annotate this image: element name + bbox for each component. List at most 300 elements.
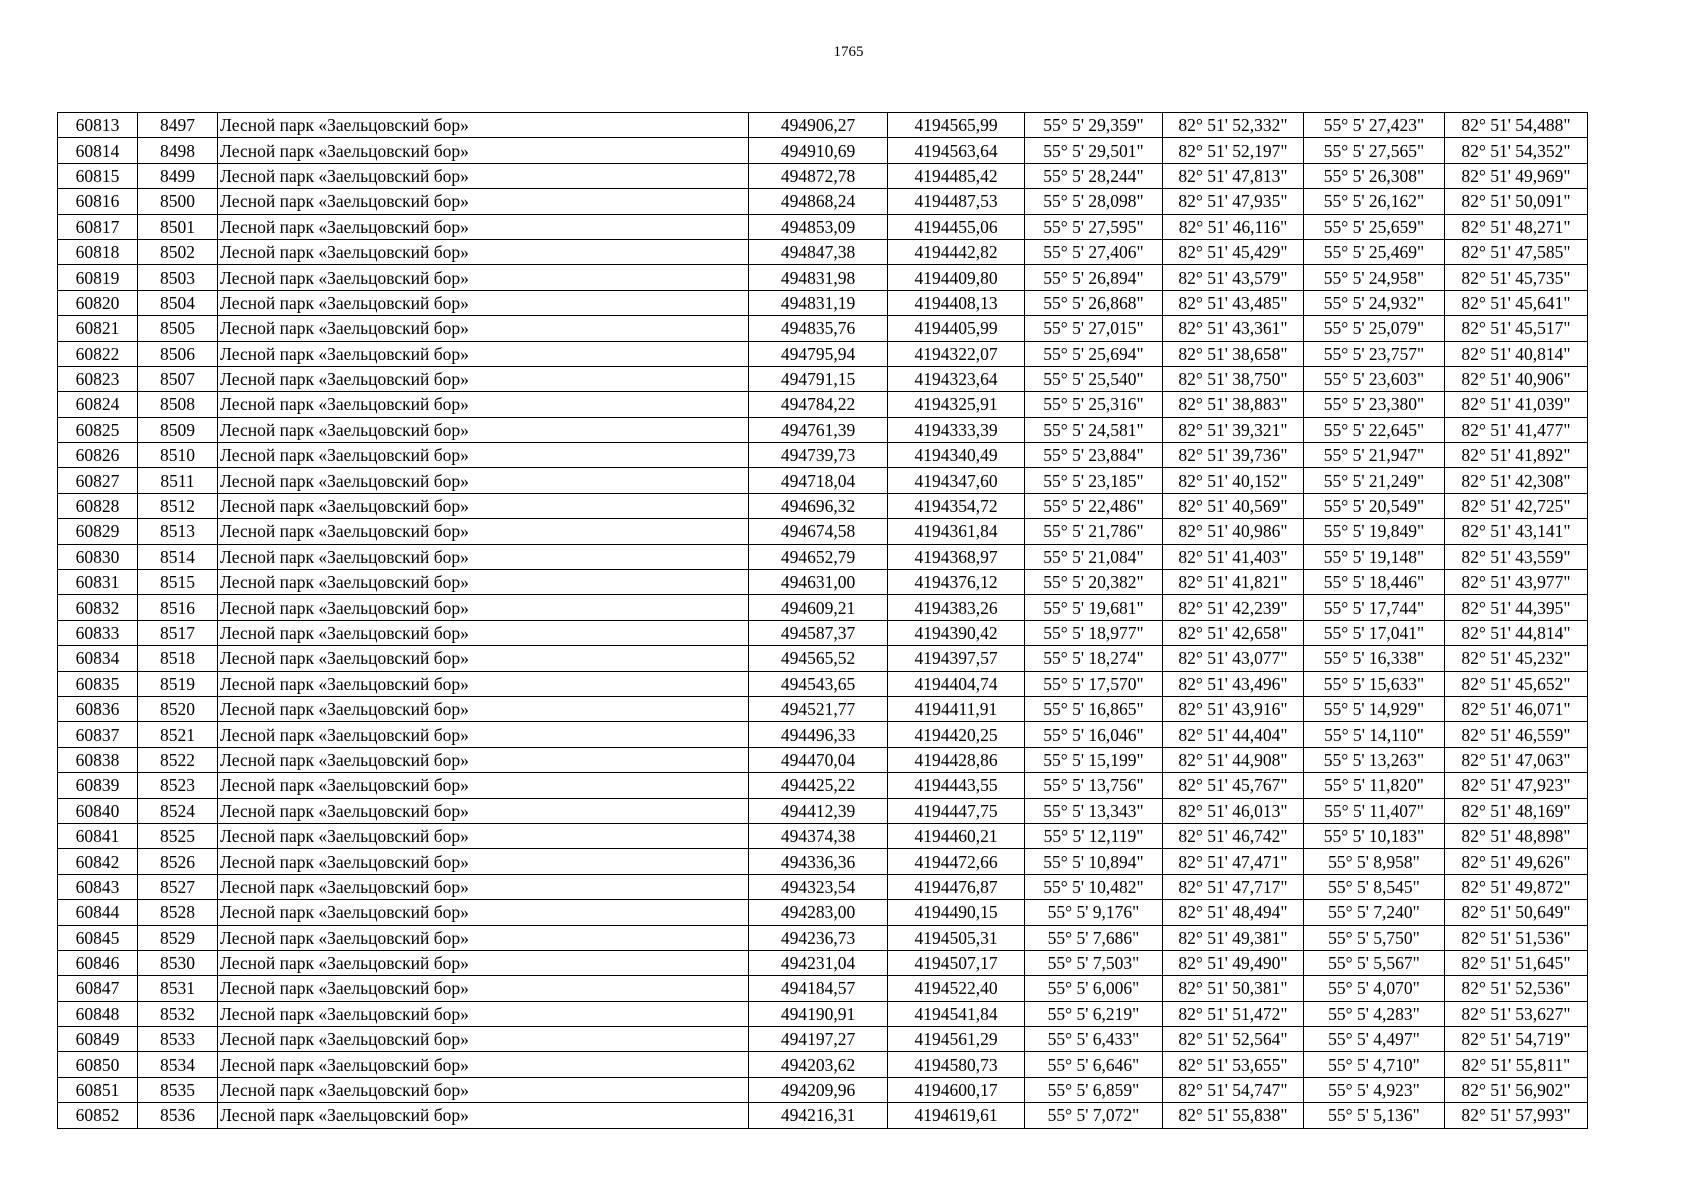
longitude-cell: 82° 51' 46,742" bbox=[1163, 823, 1304, 848]
row-number-cell: 60827 bbox=[58, 468, 138, 493]
object-name-cell: Лесной парк «Заельцовский бор» bbox=[218, 163, 749, 188]
latitude-alt-cell: 55° 5' 8,545" bbox=[1304, 874, 1445, 899]
x-coordinate-cell: 494718,04 bbox=[749, 468, 888, 493]
latitude-cell: 55° 5' 26,868" bbox=[1025, 290, 1163, 315]
latitude-alt-cell: 55° 5' 14,110" bbox=[1304, 722, 1445, 747]
point-number-cell: 8518 bbox=[138, 646, 218, 671]
object-name-cell: Лесной парк «Заельцовский бор» bbox=[218, 113, 749, 138]
y-coordinate-cell: 4194368,97 bbox=[888, 544, 1025, 569]
point-number-cell: 8500 bbox=[138, 189, 218, 214]
y-coordinate-cell: 4194619,61 bbox=[888, 1103, 1025, 1128]
latitude-cell: 55° 5' 25,694" bbox=[1025, 341, 1163, 366]
y-coordinate-cell: 4194447,75 bbox=[888, 798, 1025, 823]
latitude-alt-cell: 55° 5' 11,820" bbox=[1304, 773, 1445, 798]
latitude-cell: 55° 5' 18,274" bbox=[1025, 646, 1163, 671]
longitude-cell: 82° 51' 52,332" bbox=[1163, 113, 1304, 138]
longitude-alt-cell: 82° 51' 54,488" bbox=[1445, 113, 1588, 138]
table-row bbox=[58, 316, 1588, 341]
longitude-alt-cell: 82° 51' 47,585" bbox=[1445, 239, 1588, 264]
table-row bbox=[58, 544, 1588, 569]
longitude-alt-cell: 82° 51' 55,811" bbox=[1445, 1052, 1588, 1077]
latitude-alt-cell: 55° 5' 7,240" bbox=[1304, 900, 1445, 925]
table-row bbox=[58, 976, 1588, 1001]
longitude-cell: 82° 51' 47,813" bbox=[1163, 163, 1304, 188]
y-coordinate-cell: 4194361,84 bbox=[888, 519, 1025, 544]
latitude-alt-cell: 55° 5' 4,283" bbox=[1304, 1001, 1445, 1026]
latitude-cell: 55° 5' 20,382" bbox=[1025, 570, 1163, 595]
point-number-cell: 8527 bbox=[138, 874, 218, 899]
latitude-alt-cell: 55° 5' 25,469" bbox=[1304, 239, 1445, 264]
x-coordinate-cell: 494521,77 bbox=[749, 696, 888, 721]
y-coordinate-cell: 4194325,91 bbox=[888, 392, 1025, 417]
longitude-alt-cell: 82° 51' 48,898" bbox=[1445, 823, 1588, 848]
row-number-cell: 60821 bbox=[58, 316, 138, 341]
row-number-cell: 60841 bbox=[58, 823, 138, 848]
longitude-cell: 82° 51' 43,361" bbox=[1163, 316, 1304, 341]
y-coordinate-cell: 4194405,99 bbox=[888, 316, 1025, 341]
x-coordinate-cell: 494209,96 bbox=[749, 1077, 888, 1102]
point-number-cell: 8504 bbox=[138, 290, 218, 315]
x-coordinate-cell: 494412,39 bbox=[749, 798, 888, 823]
row-number-cell: 60835 bbox=[58, 671, 138, 696]
latitude-alt-cell: 55° 5' 24,958" bbox=[1304, 265, 1445, 290]
x-coordinate-cell: 494831,19 bbox=[749, 290, 888, 315]
latitude-cell: 55° 5' 12,119" bbox=[1025, 823, 1163, 848]
longitude-cell: 82° 51' 42,658" bbox=[1163, 620, 1304, 645]
point-number-cell: 8497 bbox=[138, 113, 218, 138]
latitude-alt-cell: 55° 5' 13,263" bbox=[1304, 747, 1445, 772]
point-number-cell: 8516 bbox=[138, 595, 218, 620]
row-number-cell: 60825 bbox=[58, 417, 138, 442]
y-coordinate-cell: 4194541,84 bbox=[888, 1001, 1025, 1026]
row-number-cell: 60848 bbox=[58, 1001, 138, 1026]
y-coordinate-cell: 4194340,49 bbox=[888, 443, 1025, 468]
table-row bbox=[58, 468, 1588, 493]
longitude-cell: 82° 51' 43,496" bbox=[1163, 671, 1304, 696]
longitude-alt-cell: 82° 51' 57,993" bbox=[1445, 1103, 1588, 1128]
x-coordinate-cell: 494784,22 bbox=[749, 392, 888, 417]
latitude-alt-cell: 55° 5' 27,565" bbox=[1304, 138, 1445, 163]
latitude-alt-cell: 55° 5' 4,070" bbox=[1304, 976, 1445, 1001]
latitude-cell: 55° 5' 29,501" bbox=[1025, 138, 1163, 163]
point-number-cell: 8526 bbox=[138, 849, 218, 874]
table-row bbox=[58, 1027, 1588, 1052]
table-row bbox=[58, 113, 1588, 138]
row-number-cell: 60851 bbox=[58, 1077, 138, 1102]
row-number-cell: 60823 bbox=[58, 366, 138, 391]
x-coordinate-cell: 494761,39 bbox=[749, 417, 888, 442]
point-number-cell: 8525 bbox=[138, 823, 218, 848]
latitude-alt-cell: 55° 5' 5,136" bbox=[1304, 1103, 1445, 1128]
x-coordinate-cell: 494587,37 bbox=[749, 620, 888, 645]
longitude-cell: 82° 51' 46,116" bbox=[1163, 214, 1304, 239]
longitude-cell: 82° 51' 45,429" bbox=[1163, 239, 1304, 264]
point-number-cell: 8515 bbox=[138, 570, 218, 595]
point-number-cell: 8502 bbox=[138, 239, 218, 264]
object-name-cell: Лесной парк «Заельцовский бор» bbox=[218, 316, 749, 341]
y-coordinate-cell: 4194455,06 bbox=[888, 214, 1025, 239]
row-number-cell: 60845 bbox=[58, 925, 138, 950]
latitude-cell: 55° 5' 10,482" bbox=[1025, 874, 1163, 899]
longitude-cell: 82° 51' 38,883" bbox=[1163, 392, 1304, 417]
object-name-cell: Лесной парк «Заельцовский бор» bbox=[218, 722, 749, 747]
latitude-alt-cell: 55° 5' 23,380" bbox=[1304, 392, 1445, 417]
longitude-alt-cell: 82° 51' 47,063" bbox=[1445, 747, 1588, 772]
x-coordinate-cell: 494323,54 bbox=[749, 874, 888, 899]
object-name-cell: Лесной парк «Заельцовский бор» bbox=[218, 519, 749, 544]
latitude-alt-cell: 55° 5' 10,183" bbox=[1304, 823, 1445, 848]
longitude-alt-cell: 82° 51' 54,352" bbox=[1445, 138, 1588, 163]
longitude-cell: 82° 51' 52,197" bbox=[1163, 138, 1304, 163]
row-number-cell: 60817 bbox=[58, 214, 138, 239]
table-row bbox=[58, 595, 1588, 620]
y-coordinate-cell: 4194383,26 bbox=[888, 595, 1025, 620]
longitude-alt-cell: 82° 51' 50,091" bbox=[1445, 189, 1588, 214]
object-name-cell: Лесной парк «Заельцовский бор» bbox=[218, 823, 749, 848]
longitude-cell: 82° 51' 47,717" bbox=[1163, 874, 1304, 899]
latitude-cell: 55° 5' 23,884" bbox=[1025, 443, 1163, 468]
latitude-alt-cell: 55° 5' 18,446" bbox=[1304, 570, 1445, 595]
x-coordinate-cell: 494184,57 bbox=[749, 976, 888, 1001]
object-name-cell: Лесной парк «Заельцовский бор» bbox=[218, 239, 749, 264]
latitude-alt-cell: 55° 5' 25,079" bbox=[1304, 316, 1445, 341]
x-coordinate-cell: 494374,38 bbox=[749, 823, 888, 848]
latitude-cell: 55° 5' 6,433" bbox=[1025, 1027, 1163, 1052]
table-row bbox=[58, 493, 1588, 518]
row-number-cell: 60847 bbox=[58, 976, 138, 1001]
row-number-cell: 60840 bbox=[58, 798, 138, 823]
latitude-cell: 55° 5' 18,977" bbox=[1025, 620, 1163, 645]
table-row bbox=[58, 798, 1588, 823]
y-coordinate-cell: 4194376,12 bbox=[888, 570, 1025, 595]
latitude-alt-cell: 55° 5' 5,567" bbox=[1304, 950, 1445, 975]
row-number-cell: 60842 bbox=[58, 849, 138, 874]
table-row bbox=[58, 696, 1588, 721]
longitude-cell: 82° 51' 43,916" bbox=[1163, 696, 1304, 721]
latitude-alt-cell: 55° 5' 20,549" bbox=[1304, 493, 1445, 518]
row-number-cell: 60850 bbox=[58, 1052, 138, 1077]
longitude-cell: 82° 51' 45,767" bbox=[1163, 773, 1304, 798]
longitude-alt-cell: 82° 51' 49,626" bbox=[1445, 849, 1588, 874]
y-coordinate-cell: 4194420,25 bbox=[888, 722, 1025, 747]
latitude-alt-cell: 55° 5' 15,633" bbox=[1304, 671, 1445, 696]
longitude-alt-cell: 82° 51' 45,641" bbox=[1445, 290, 1588, 315]
row-number-cell: 60819 bbox=[58, 265, 138, 290]
longitude-alt-cell: 82° 51' 48,169" bbox=[1445, 798, 1588, 823]
latitude-cell: 55° 5' 25,316" bbox=[1025, 392, 1163, 417]
latitude-cell: 55° 5' 21,084" bbox=[1025, 544, 1163, 569]
x-coordinate-cell: 494835,76 bbox=[749, 316, 888, 341]
latitude-cell: 55° 5' 24,581" bbox=[1025, 417, 1163, 442]
latitude-alt-cell: 55° 5' 14,929" bbox=[1304, 696, 1445, 721]
latitude-cell: 55° 5' 27,406" bbox=[1025, 239, 1163, 264]
object-name-cell: Лесной парк «Заельцовский бор» bbox=[218, 544, 749, 569]
row-number-cell: 60830 bbox=[58, 544, 138, 569]
object-name-cell: Лесной парк «Заельцовский бор» bbox=[218, 646, 749, 671]
table-row bbox=[58, 392, 1588, 417]
latitude-cell: 55° 5' 29,359" bbox=[1025, 113, 1163, 138]
longitude-cell: 82° 51' 49,490" bbox=[1163, 950, 1304, 975]
longitude-alt-cell: 82° 51' 45,517" bbox=[1445, 316, 1588, 341]
y-coordinate-cell: 4194323,64 bbox=[888, 366, 1025, 391]
longitude-cell: 82° 51' 54,747" bbox=[1163, 1077, 1304, 1102]
table-row bbox=[58, 849, 1588, 874]
latitude-alt-cell: 55° 5' 11,407" bbox=[1304, 798, 1445, 823]
latitude-alt-cell: 55° 5' 24,932" bbox=[1304, 290, 1445, 315]
longitude-cell: 82° 51' 51,472" bbox=[1163, 1001, 1304, 1026]
longitude-cell: 82° 51' 48,494" bbox=[1163, 900, 1304, 925]
latitude-cell: 55° 5' 16,865" bbox=[1025, 696, 1163, 721]
point-number-cell: 8503 bbox=[138, 265, 218, 290]
y-coordinate-cell: 4194333,39 bbox=[888, 417, 1025, 442]
table-row bbox=[58, 722, 1588, 747]
x-coordinate-cell: 494425,22 bbox=[749, 773, 888, 798]
latitude-cell: 55° 5' 7,503" bbox=[1025, 950, 1163, 975]
longitude-cell: 82° 51' 52,564" bbox=[1163, 1027, 1304, 1052]
longitude-cell: 82° 51' 41,403" bbox=[1163, 544, 1304, 569]
longitude-alt-cell: 82° 51' 51,536" bbox=[1445, 925, 1588, 950]
object-name-cell: Лесной парк «Заельцовский бор» bbox=[218, 696, 749, 721]
point-number-cell: 8509 bbox=[138, 417, 218, 442]
longitude-cell: 82° 51' 41,821" bbox=[1163, 570, 1304, 595]
point-number-cell: 8507 bbox=[138, 366, 218, 391]
x-coordinate-cell: 494283,00 bbox=[749, 900, 888, 925]
y-coordinate-cell: 4194563,64 bbox=[888, 138, 1025, 163]
object-name-cell: Лесной парк «Заельцовский бор» bbox=[218, 849, 749, 874]
table-row bbox=[58, 239, 1588, 264]
object-name-cell: Лесной парк «Заельцовский бор» bbox=[218, 1027, 749, 1052]
longitude-alt-cell: 82° 51' 48,271" bbox=[1445, 214, 1588, 239]
table-row bbox=[58, 189, 1588, 214]
longitude-alt-cell: 82° 51' 51,645" bbox=[1445, 950, 1588, 975]
longitude-alt-cell: 82° 51' 50,649" bbox=[1445, 900, 1588, 925]
object-name-cell: Лесной парк «Заельцовский бор» bbox=[218, 747, 749, 772]
x-coordinate-cell: 494216,31 bbox=[749, 1103, 888, 1128]
point-number-cell: 8510 bbox=[138, 443, 218, 468]
table-row bbox=[58, 570, 1588, 595]
longitude-cell: 82° 51' 55,838" bbox=[1163, 1103, 1304, 1128]
row-number-cell: 60834 bbox=[58, 646, 138, 671]
latitude-cell: 55° 5' 10,894" bbox=[1025, 849, 1163, 874]
latitude-cell: 55° 5' 22,486" bbox=[1025, 493, 1163, 518]
longitude-alt-cell: 82° 51' 41,892" bbox=[1445, 443, 1588, 468]
latitude-alt-cell: 55° 5' 4,710" bbox=[1304, 1052, 1445, 1077]
object-name-cell: Лесной парк «Заельцовский бор» bbox=[218, 214, 749, 239]
longitude-alt-cell: 82° 51' 52,536" bbox=[1445, 976, 1588, 1001]
y-coordinate-cell: 4194490,15 bbox=[888, 900, 1025, 925]
longitude-alt-cell: 82° 51' 42,725" bbox=[1445, 493, 1588, 518]
longitude-alt-cell: 82° 51' 43,559" bbox=[1445, 544, 1588, 569]
table-body bbox=[58, 113, 1588, 1129]
y-coordinate-cell: 4194476,87 bbox=[888, 874, 1025, 899]
point-number-cell: 8535 bbox=[138, 1077, 218, 1102]
longitude-cell: 82° 51' 49,381" bbox=[1163, 925, 1304, 950]
table-row bbox=[58, 417, 1588, 442]
latitude-alt-cell: 55° 5' 19,849" bbox=[1304, 519, 1445, 544]
object-name-cell: Лесной парк «Заельцовский бор» bbox=[218, 468, 749, 493]
longitude-alt-cell: 82° 51' 45,232" bbox=[1445, 646, 1588, 671]
row-number-cell: 60824 bbox=[58, 392, 138, 417]
longitude-alt-cell: 82° 51' 41,477" bbox=[1445, 417, 1588, 442]
longitude-cell: 82° 51' 38,750" bbox=[1163, 366, 1304, 391]
x-coordinate-cell: 494831,98 bbox=[749, 265, 888, 290]
point-number-cell: 8534 bbox=[138, 1052, 218, 1077]
longitude-cell: 82° 51' 42,239" bbox=[1163, 595, 1304, 620]
latitude-cell: 55° 5' 13,343" bbox=[1025, 798, 1163, 823]
point-number-cell: 8533 bbox=[138, 1027, 218, 1052]
table-row bbox=[58, 874, 1588, 899]
longitude-alt-cell: 82° 51' 44,395" bbox=[1445, 595, 1588, 620]
x-coordinate-cell: 494906,27 bbox=[749, 113, 888, 138]
row-number-cell: 60838 bbox=[58, 747, 138, 772]
latitude-cell: 55° 5' 28,098" bbox=[1025, 189, 1163, 214]
row-number-cell: 60836 bbox=[58, 696, 138, 721]
object-name-cell: Лесной парк «Заельцовский бор» bbox=[218, 671, 749, 696]
table-row bbox=[58, 341, 1588, 366]
point-number-cell: 8519 bbox=[138, 671, 218, 696]
latitude-cell: 55° 5' 7,686" bbox=[1025, 925, 1163, 950]
latitude-cell: 55° 5' 23,185" bbox=[1025, 468, 1163, 493]
y-coordinate-cell: 4194580,73 bbox=[888, 1052, 1025, 1077]
longitude-alt-cell: 82° 51' 49,872" bbox=[1445, 874, 1588, 899]
row-number-cell: 60820 bbox=[58, 290, 138, 315]
table-row bbox=[58, 214, 1588, 239]
x-coordinate-cell: 494231,04 bbox=[749, 950, 888, 975]
latitude-cell: 55° 5' 28,244" bbox=[1025, 163, 1163, 188]
latitude-alt-cell: 55° 5' 19,148" bbox=[1304, 544, 1445, 569]
x-coordinate-cell: 494236,73 bbox=[749, 925, 888, 950]
table-row bbox=[58, 443, 1588, 468]
longitude-alt-cell: 82° 51' 49,969" bbox=[1445, 163, 1588, 188]
y-coordinate-cell: 4194428,86 bbox=[888, 747, 1025, 772]
object-name-cell: Лесной парк «Заельцовский бор» bbox=[218, 493, 749, 518]
object-name-cell: Лесной парк «Заельцовский бор» bbox=[218, 417, 749, 442]
x-coordinate-cell: 494696,32 bbox=[749, 493, 888, 518]
longitude-alt-cell: 82° 51' 54,719" bbox=[1445, 1027, 1588, 1052]
y-coordinate-cell: 4194485,42 bbox=[888, 163, 1025, 188]
x-coordinate-cell: 494739,73 bbox=[749, 443, 888, 468]
longitude-alt-cell: 82° 51' 47,923" bbox=[1445, 773, 1588, 798]
latitude-cell: 55° 5' 26,894" bbox=[1025, 265, 1163, 290]
longitude-alt-cell: 82° 51' 40,814" bbox=[1445, 341, 1588, 366]
object-name-cell: Лесной парк «Заельцовский бор» bbox=[218, 1103, 749, 1128]
latitude-cell: 55° 5' 9,176" bbox=[1025, 900, 1163, 925]
table-row bbox=[58, 671, 1588, 696]
latitude-cell: 55° 5' 6,646" bbox=[1025, 1052, 1163, 1077]
point-number-cell: 8501 bbox=[138, 214, 218, 239]
latitude-cell: 55° 5' 7,072" bbox=[1025, 1103, 1163, 1128]
table-row bbox=[58, 265, 1588, 290]
object-name-cell: Лесной парк «Заельцовский бор» bbox=[218, 950, 749, 975]
y-coordinate-cell: 4194561,29 bbox=[888, 1027, 1025, 1052]
object-name-cell: Лесной парк «Заельцовский бор» bbox=[218, 874, 749, 899]
y-coordinate-cell: 4194487,53 bbox=[888, 189, 1025, 214]
x-coordinate-cell: 494336,36 bbox=[749, 849, 888, 874]
row-number-cell: 60815 bbox=[58, 163, 138, 188]
longitude-alt-cell: 82° 51' 56,902" bbox=[1445, 1077, 1588, 1102]
row-number-cell: 60814 bbox=[58, 138, 138, 163]
latitude-alt-cell: 55° 5' 8,958" bbox=[1304, 849, 1445, 874]
y-coordinate-cell: 4194442,82 bbox=[888, 239, 1025, 264]
point-number-cell: 8531 bbox=[138, 976, 218, 1001]
latitude-alt-cell: 55° 5' 23,757" bbox=[1304, 341, 1445, 366]
table-row bbox=[58, 519, 1588, 544]
longitude-cell: 82° 51' 47,935" bbox=[1163, 189, 1304, 214]
table-row bbox=[58, 1001, 1588, 1026]
row-number-cell: 60843 bbox=[58, 874, 138, 899]
y-coordinate-cell: 4194354,72 bbox=[888, 493, 1025, 518]
table-row bbox=[58, 620, 1588, 645]
object-name-cell: Лесной парк «Заельцовский бор» bbox=[218, 341, 749, 366]
longitude-cell: 82° 51' 43,077" bbox=[1163, 646, 1304, 671]
x-coordinate-cell: 494631,00 bbox=[749, 570, 888, 595]
x-coordinate-cell: 494197,27 bbox=[749, 1027, 888, 1052]
object-name-cell: Лесной парк «Заельцовский бор» bbox=[218, 366, 749, 391]
table-row bbox=[58, 1103, 1588, 1128]
point-number-cell: 8514 bbox=[138, 544, 218, 569]
table-row bbox=[58, 138, 1588, 163]
longitude-alt-cell: 82° 51' 42,308" bbox=[1445, 468, 1588, 493]
longitude-cell: 82° 51' 44,908" bbox=[1163, 747, 1304, 772]
point-number-cell: 8499 bbox=[138, 163, 218, 188]
latitude-cell: 55° 5' 27,595" bbox=[1025, 214, 1163, 239]
y-coordinate-cell: 4194507,17 bbox=[888, 950, 1025, 975]
x-coordinate-cell: 494853,09 bbox=[749, 214, 888, 239]
row-number-cell: 60829 bbox=[58, 519, 138, 544]
latitude-cell: 55° 5' 6,006" bbox=[1025, 976, 1163, 1001]
row-number-cell: 60831 bbox=[58, 570, 138, 595]
table-row bbox=[58, 1077, 1588, 1102]
point-number-cell: 8521 bbox=[138, 722, 218, 747]
latitude-alt-cell: 55° 5' 5,750" bbox=[1304, 925, 1445, 950]
latitude-cell: 55° 5' 16,046" bbox=[1025, 722, 1163, 747]
latitude-cell: 55° 5' 19,681" bbox=[1025, 595, 1163, 620]
latitude-cell: 55° 5' 15,199" bbox=[1025, 747, 1163, 772]
y-coordinate-cell: 4194505,31 bbox=[888, 925, 1025, 950]
object-name-cell: Лесной парк «Заельцовский бор» bbox=[218, 189, 749, 214]
table-row bbox=[58, 1052, 1588, 1077]
x-coordinate-cell: 494872,78 bbox=[749, 163, 888, 188]
object-name-cell: Лесной парк «Заельцовский бор» bbox=[218, 1052, 749, 1077]
latitude-alt-cell: 55° 5' 27,423" bbox=[1304, 113, 1445, 138]
object-name-cell: Лесной парк «Заельцовский бор» bbox=[218, 900, 749, 925]
x-coordinate-cell: 494910,69 bbox=[749, 138, 888, 163]
object-name-cell: Лесной парк «Заельцовский бор» bbox=[218, 290, 749, 315]
point-number-cell: 8513 bbox=[138, 519, 218, 544]
latitude-alt-cell: 55° 5' 4,923" bbox=[1304, 1077, 1445, 1102]
latitude-alt-cell: 55° 5' 25,659" bbox=[1304, 214, 1445, 239]
table-row bbox=[58, 366, 1588, 391]
longitude-cell: 82° 51' 40,986" bbox=[1163, 519, 1304, 544]
row-number-cell: 60839 bbox=[58, 773, 138, 798]
object-name-cell: Лесной парк «Заельцовский бор» bbox=[218, 595, 749, 620]
y-coordinate-cell: 4194390,42 bbox=[888, 620, 1025, 645]
longitude-cell: 82° 51' 47,471" bbox=[1163, 849, 1304, 874]
object-name-cell: Лесной парк «Заельцовский бор» bbox=[218, 773, 749, 798]
y-coordinate-cell: 4194408,13 bbox=[888, 290, 1025, 315]
coordinates-table bbox=[57, 112, 1588, 1129]
object-name-cell: Лесной парк «Заельцовский бор» bbox=[218, 570, 749, 595]
x-coordinate-cell: 494791,15 bbox=[749, 366, 888, 391]
y-coordinate-cell: 4194522,40 bbox=[888, 976, 1025, 1001]
row-number-cell: 60849 bbox=[58, 1027, 138, 1052]
longitude-alt-cell: 82° 51' 43,977" bbox=[1445, 570, 1588, 595]
latitude-cell: 55° 5' 25,540" bbox=[1025, 366, 1163, 391]
row-number-cell: 60822 bbox=[58, 341, 138, 366]
latitude-alt-cell: 55° 5' 26,162" bbox=[1304, 189, 1445, 214]
point-number-cell: 8528 bbox=[138, 900, 218, 925]
y-coordinate-cell: 4194443,55 bbox=[888, 773, 1025, 798]
